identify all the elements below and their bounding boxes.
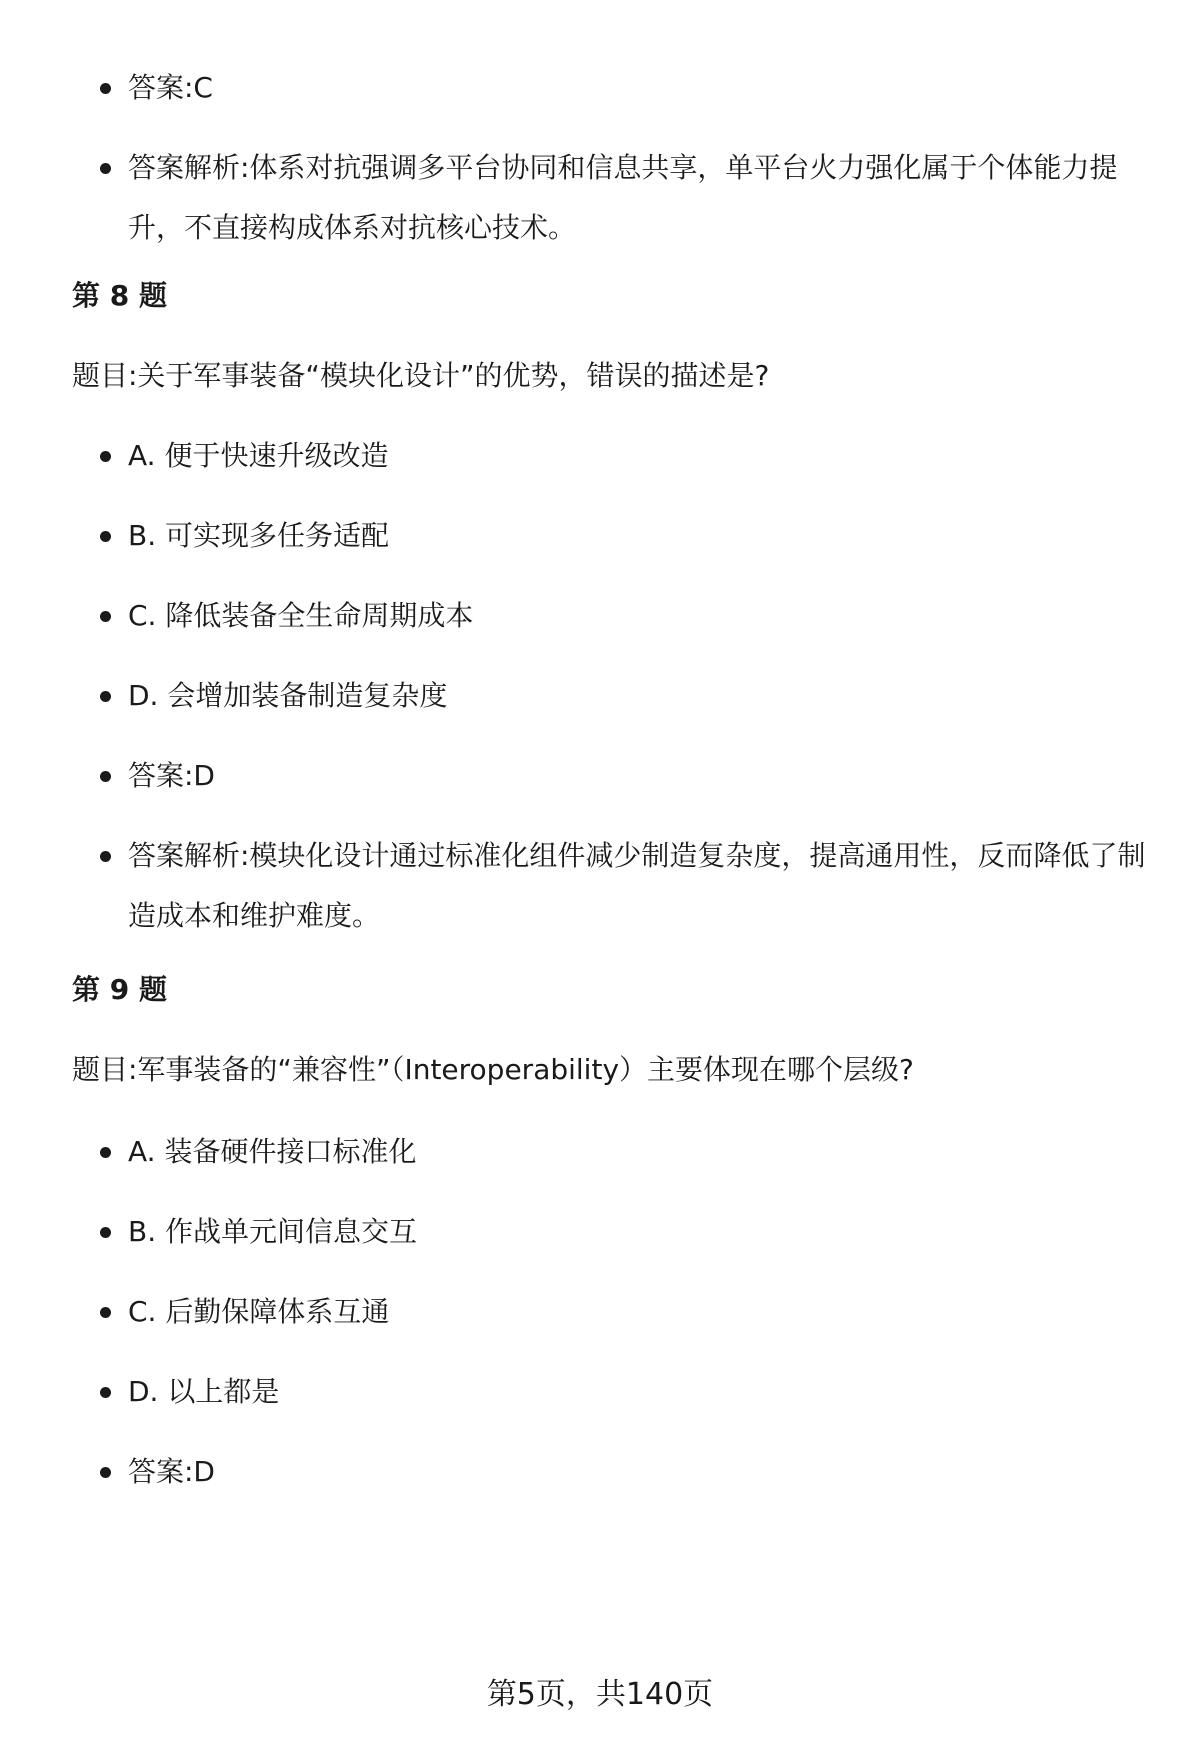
option-label: A. 便于快速升级改造 xyxy=(128,439,389,472)
q7-explanation-item xyxy=(72,138,1152,258)
q8-explanation-item xyxy=(72,826,1152,946)
q8-answer: 答案:D xyxy=(128,759,215,792)
q9-option-c xyxy=(72,1282,1152,1342)
bullet-icon xyxy=(100,851,111,862)
option-label: B. 作战单元间信息交互 xyxy=(128,1215,418,1248)
option-label: C. 后勤保障体系互通 xyxy=(128,1295,390,1328)
bullet-icon xyxy=(100,451,111,462)
q8-option-a xyxy=(72,426,1152,486)
bullet-icon xyxy=(100,1227,111,1238)
q8-option-b xyxy=(72,506,1152,566)
option-label: B. 可实现多任务适配 xyxy=(128,519,390,552)
q8-question: 题目:关于军事装备“模块化设计”的优势，错误的描述是? xyxy=(72,359,770,392)
q9-answer-item xyxy=(72,1442,1152,1502)
q9-answer: 答案:D xyxy=(128,1455,215,1488)
option-label: C. 降低装备全生命周期成本 xyxy=(128,599,474,632)
q8-heading: 第 8 题 xyxy=(72,279,167,312)
q7-answer: 答案:C xyxy=(128,71,213,104)
q8-answer-item xyxy=(72,746,1152,806)
option-label: A. 装备硬件接口标准化 xyxy=(128,1135,417,1168)
q9-option-d xyxy=(72,1362,1152,1422)
q7-explanation: 答案解析:体系对抗强调多平台协同和信息共享，单平台火力强化属于个体能力提升，不直接构成体系对抗核心技术。 xyxy=(128,151,1118,244)
bullet-icon xyxy=(100,1387,111,1398)
bullet-icon xyxy=(100,531,111,542)
q9-question: 题目:军事装备的“兼容性”（Interoperability）主要体现在哪个层级? xyxy=(72,1053,914,1086)
q7-answer-item xyxy=(72,58,1152,118)
q9-heading: 第 9 题 xyxy=(72,973,167,1006)
bullet-icon xyxy=(100,163,111,174)
bullet-icon xyxy=(100,1307,111,1318)
q9-option-a xyxy=(72,1122,1152,1182)
option-label: D. 以上都是 xyxy=(128,1375,280,1408)
q9-option-b xyxy=(72,1202,1152,1262)
bullet-icon xyxy=(100,83,111,94)
q8-option-d xyxy=(72,666,1152,726)
bullet-icon xyxy=(100,1467,111,1478)
bullet-icon xyxy=(100,1147,111,1158)
bullet-icon xyxy=(100,691,111,702)
page-indicator: 第5页，共140页 xyxy=(486,1677,714,1712)
q8-option-c xyxy=(72,586,1152,646)
bullet-icon xyxy=(100,771,111,782)
option-label: D. 会增加装备制造复杂度 xyxy=(128,679,448,712)
bullet-icon xyxy=(100,611,111,622)
q8-explanation: 答案解析:模块化设计通过标准化组件减少制造复杂度，提高通用性，反而降低了制造成本和维护难度。 xyxy=(128,839,1146,932)
